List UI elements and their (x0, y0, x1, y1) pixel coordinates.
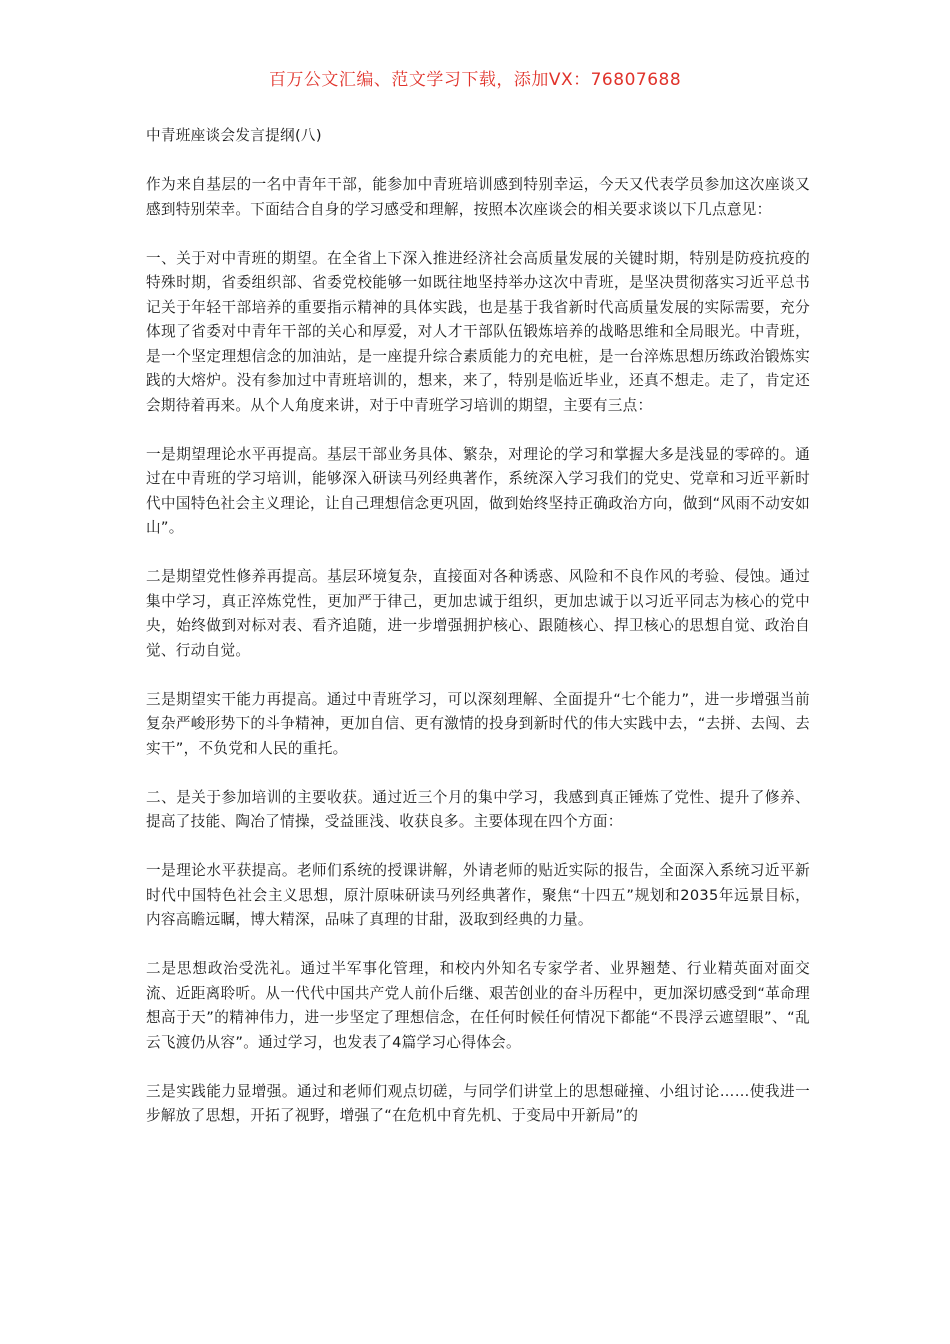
header-banner: 百万公文汇编、范文学习下载，添加VX：76807688 (268, 70, 682, 90)
paragraph: 三是实践能力显增强。通过和老师们观点切磋，与同学们讲堂上的思想碰撞、小组讨论……使我进一步解放了思想，开拓了视野，增强了“在危机中育先机、于变局中开新局”的 (146, 1082, 810, 1124)
document-title: 中青班座谈会发言提纲(八) (146, 127, 322, 144)
paragraph: 作为来自基层的一名中青年干部，能参加中青班培训感到特别幸运，今天又代表学员参加这次座谈又感到特别荣幸。下面结合自身的学习感受和理解，按照本次座谈会的相关要求谈以下几点意见： (146, 176, 810, 218)
paragraph: 二是期望党性修养再提高。基层环境复杂，直接面对各种诱惑、风险和不良作风的考验、侵蚀。通过集中学习，真正淬炼党性，更加严于律己，更加忠诚于组织，更加忠诚于以习近平同志为核心的党中央，始终做到对标对表、看齐追随，进一步增强拥护核心、跟随核心、捍卫核心的思想自觉、政治自觉、行动自觉。 (146, 568, 810, 659)
paragraph: 一、关于对中青班的期望。在全省上下深入推进经济社会高质量发展的关键时期，特别是防疫抗疫的特殊时期，省委组织部、省委党校能够一如既往地坚持举办这次中青班，是坚决贯彻落实习近平总书记关于年轻干部培养的重要指示精神的具体实践，也是基于我省新时代高质量发展的实际需要，充分体现了省委对中青年干部的关心和厚爱，对人才干部队伍锻炼培养的战略思维和全局眼光。中青班，是一个坚定理想信念的加油站，是一座提升综合素质能力的充电桩，是一台淬炼思想历练政治锻炼实践的大熔炉。没有参加过中青班培训的，想来，来了，特别是临近毕业，还真不想走。走了，肯定还会期待着再来。从个人角度来讲，对于中青班学习培训的期望，主要有三点： (146, 249, 810, 414)
paragraph: 三是期望实干能力再提高。通过中青班学习，可以深刻理解、全面提升“七个能力”，进一步增强当前复杂严峻形势下的斗争精神，更加自信、更有激情的投身到新时代的伟大实践中去，“去拼、去闯、去实干”，不负党和人民的重托。 (146, 690, 810, 757)
paragraph: 二、是关于参加培训的主要收获。通过近三个月的集中学习，我感到真正锤炼了党性、提升了修养、提高了技能、陶冶了情操，受益匪浅、收获良多。主要体现在四个方面： (146, 788, 810, 830)
paragraph: 一是理论水平获提高。老师们系统的授课讲解，外请老师的贴近实际的报告，全面深入系统习近平新时代中国特色社会主义思想，原汁原味研读马列经典著作，聚焦“十四五”规划和2035年远景目标，内容高瞻远瞩，博大精深，品味了真理的甘甜，汲取到经典的力量。 (146, 862, 810, 928)
paragraph: 二是思想政治受洗礼。通过半军事化管理，和校内外知名专家学者、业界翘楚、行业精英面对面交流、近距离聆听。从一代代中国共产党人前仆后继、艰苦创业的奋斗历程中，更加深切感受到“革命理想高于天”的精神伟力，进一步坚定了理想信念，在任何时候任何情况下都能“不畏浮云遮望眼”、“乱云飞渡仍从容”。通过学习，也发表了4篇学习心得体会。 (146, 960, 810, 1051)
document-body (146, 124, 810, 1153)
paragraph: 一是期望理论水平再提高。基层干部业务具体、繁杂，对理论的学习和掌握大多是浅显的零碎的。通过在中青班的学习培训，能够深入研读马列经典著作，系统深入学习我们的党史、党章和习近平新时代中国特色社会主义理论，让自己理想信念更巩固，做到始终坚持正确政治方向，做到“风雨不动安如山”。 (146, 445, 810, 536)
